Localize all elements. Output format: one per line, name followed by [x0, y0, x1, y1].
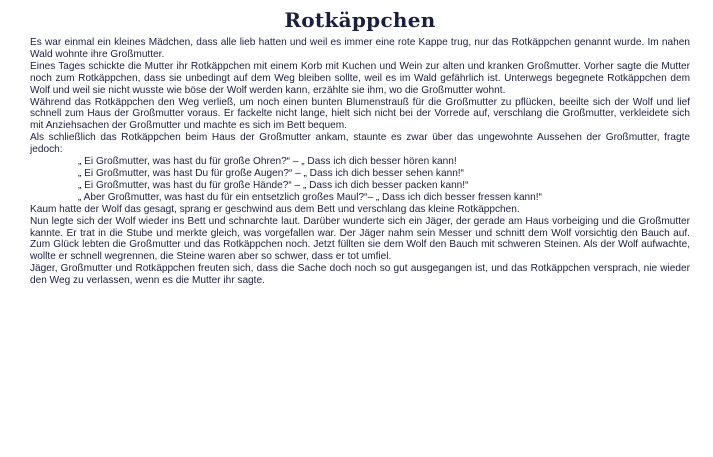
paragraph: Kaum hatte der Wolf das gesagt, sprang er geschwind aus dem Bett und verschlang das kleine Rotkäppchen.	[30, 203, 520, 215]
paragraph: Eines Tages schickte die Mutter ihr Rotkäppchen mit einem Korb mit Kuchen und Wein zur alten und kranken Großmutter. Vorher sagte die Mutter noch zum Rotkäppchen, dass sie unbedingt auf dem Weg bleiben sollte, weil es im Wald gefährlich ist. Unterwegs begegnete Rotkäppchen dem Wolf und weil sie nicht wusste wie böse der Wolf werden kann, erzählte sie ihm, wo die Großmutter wohnt.	[30, 60, 690, 96]
paragraph: Während das Rotkäppchen den Weg verließ, um noch einen bunten Blumenstrauß für die Großmutter zu pflücken, beeilte sich der Wolf und lief schnell zum Haus der Großmutter voraus. Er fackelte nicht lange, hielt sich nicht bei der Vorrede auf, verschlang die Großmutter, verkleidete sich mit Anziehsachen der Großmutter und machte es sich im Bett bequem.	[30, 96, 690, 132]
dialogue-line: „ Ei Großmutter, was hast du für große Hände?“ – „ Dass ich dich besser packen kann!“	[78, 179, 469, 191]
paragraph: Jäger, Großmutter und Rotkäppchen freuten sich, dass die Sache doch noch so gut ausgegangen ist, und das Rotkäppchen versprach, nie wieder den Weg zu verlassen, wenn es die Mutter ihr sagte.	[30, 263, 690, 287]
document-body	[30, 37, 690, 287]
paragraph: Es war einmal ein kleines Mädchen, dass alle lieb hatten und weil es immer eine rote Kappe trug, nur das Rotkäppchen genannt wurde. Im nahen Wald wohnte ihre Großmutter.	[30, 37, 690, 60]
dialogue-block	[30, 156, 690, 204]
paragraph: Nun legte sich der Wolf wieder ins Bett und schnarchte laut. Darüber wunderte sich ein Jäger, der gerade am Haus vorbeiging und die Großmutter kannte. Er trat in die Stube und merkte gleich, was vorgefallen war. Der Jäger nahm sein Messer und schnitt dem Wolf vorsichtig den Bauch auf. Zum Glück lebten die Großmutter und das Rotkäppchen noch. Jetzt füllten sie dem Wolf den Bauch mit schweren Steinen. Als der Wolf aufwachte, wollte er schnell wegrennen, die Steine waren aber so schwer, dass er tot umfiel.	[30, 215, 690, 263]
dialogue-line: „ Aber Großmutter, was hast du für ein entsetzlich großes Maul?“– „ Dass ich dich besser fressen kann!“	[78, 191, 542, 203]
paragraph: Als schließlich das Rotkäppchen beim Haus der Großmutter ankam, staunte es zwar über das ungewohnte Aussehen der Großmutter, fragte jedoch:	[30, 132, 690, 156]
document-title: Rotkäppchen	[284, 8, 436, 32]
dialogue-line: „ Ei Großmutter, was hast du für große Ohren?“ – „ Dass ich dich besser hören kann!	[78, 156, 457, 168]
document-page	[30, 8, 690, 287]
dialogue-line: „ Ei Großmutter, was hast Du für große Augen?“ – „ Dass ich dich besser sehen kann!“	[78, 167, 464, 179]
